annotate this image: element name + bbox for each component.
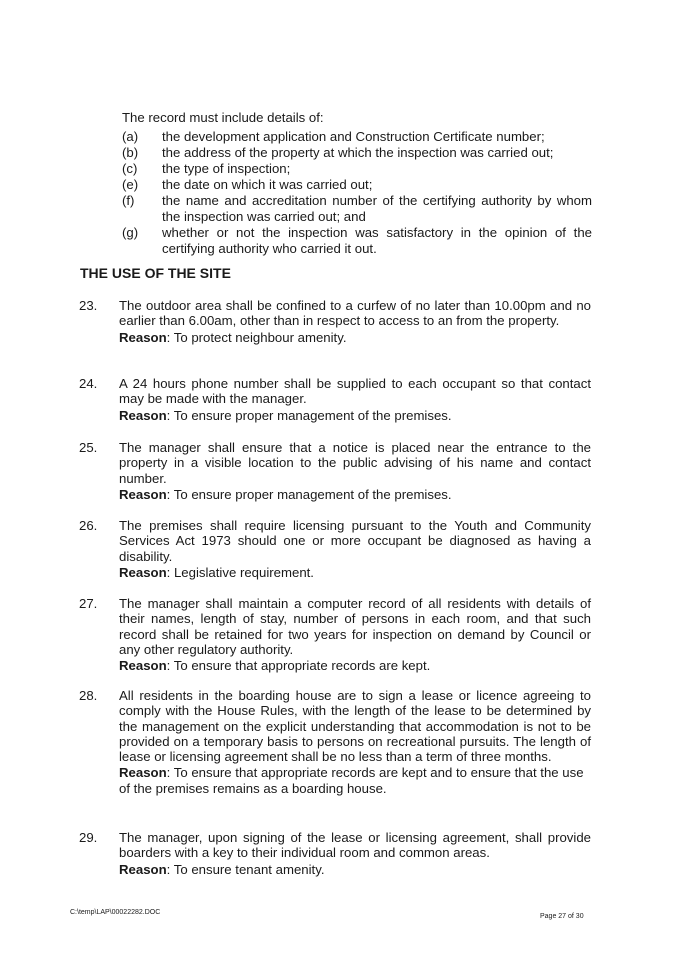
- condition-text: The outdoor area shall be confined to a curfew of no later than 10.00pm and no earlier than 6.00am, other than in respect to access to an from the property.: [119, 298, 591, 329]
- condition-26: [79, 518, 591, 580]
- list-item: [122, 145, 592, 161]
- list-item-text: the development application and Construction Certificate number;: [162, 129, 545, 144]
- condition-reason: [119, 408, 591, 423]
- condition-number: 25.: [79, 440, 98, 455]
- condition-text: All residents in the boarding house are to sign a lease or licence agreeing to comply with the House Rules, with the length of the lease to be determined by the management on the explicit understanding that accommodation is not to be provided on a temporary basis to persons on recreational pursuits. The length of lease or licensing agreement shall be no less than a term of three months.: [119, 688, 591, 765]
- condition-number: 29.: [79, 830, 98, 845]
- condition-reason: [119, 658, 591, 673]
- condition-24: [79, 376, 591, 423]
- reason-label: Reason: [119, 329, 167, 345]
- reason-label: Reason: [119, 407, 167, 423]
- list-item: [122, 129, 592, 145]
- list-item-label: (b): [122, 145, 139, 160]
- list-item: [122, 225, 592, 257]
- condition-23: [79, 298, 591, 345]
- condition-27: [79, 596, 591, 673]
- condition-number: 24.: [79, 376, 98, 391]
- reason-label: Reason: [119, 658, 167, 674]
- condition-number: 27.: [79, 596, 98, 611]
- reason-text: : To ensure that appropriate records are kept.: [166, 658, 431, 674]
- list-item-text: the date on which it was carried out;: [162, 177, 373, 192]
- condition-reason: [119, 330, 591, 345]
- reason-label: Reason: [119, 564, 167, 580]
- list-item: [122, 177, 592, 193]
- footer-page-number: Page 27 of 30: [540, 913, 584, 920]
- reason-text: : To ensure proper management of the premises.: [166, 486, 452, 502]
- condition-29: [79, 830, 591, 877]
- reason-text: : To ensure proper management of the premises.: [166, 407, 452, 423]
- reason-text: : To ensure tenant amenity.: [166, 861, 325, 877]
- section-heading: THE USE OF THE SITE: [80, 265, 231, 281]
- reason-text: : Legislative requirement.: [166, 564, 314, 580]
- condition-number: 23.: [79, 298, 98, 313]
- list-item-label: (g): [122, 225, 139, 240]
- reason-label: Reason: [119, 765, 167, 781]
- condition-text: The manager shall maintain a computer record of all residents with details of their names, length of stay, number of persons in each room, and that such record shall be retained for two years for inspection on demand by Council or any other regulatory authority.: [119, 596, 591, 657]
- intro-text: The record must include details of:: [122, 110, 324, 125]
- condition-28: [79, 688, 591, 796]
- list-item-label: (e): [122, 177, 139, 192]
- list-item-label: (c): [122, 161, 138, 176]
- condition-number: 26.: [79, 518, 98, 533]
- inspection-record-list: [122, 110, 592, 257]
- condition-text: The premises shall require licensing pursuant to the Youth and Community Services Act 1973 should one or more occupant be diagnosed as having a disability.: [119, 518, 591, 564]
- condition-text: A 24 hours phone number shall be supplied to each occupant so that contact may be made with the manager.: [119, 376, 591, 407]
- condition-number: 28.: [79, 688, 98, 703]
- condition-text: The manager, upon signing of the lease or licensing agreement, shall provide boarders with a key to their individual room and common areas.: [119, 830, 591, 861]
- reason-text: : To ensure that appropriate records are kept and to ensure that the use of the premises remains as a boarding house.: [119, 765, 584, 796]
- footer-file-path: C:\temp\LAP\00022282.DOC: [70, 909, 161, 916]
- reason-text: : To protect neighbour amenity.: [166, 329, 347, 345]
- list-item-text: the name and accreditation number of the certifying authority by whom the inspection was carried out; and: [162, 193, 592, 224]
- list-item-text: the type of inspection;: [162, 161, 291, 176]
- reason-label: Reason: [119, 861, 167, 877]
- condition-reason: [119, 765, 591, 796]
- condition-25: [79, 440, 591, 502]
- list-item: [122, 193, 592, 225]
- list-item-text: the address of the property at which the inspection was carried out;: [162, 145, 554, 160]
- list-item-text: whether or not the inspection was satisfactory in the opinion of the certifying authority who carried it out.: [162, 225, 592, 256]
- condition-reason: [119, 862, 591, 877]
- list-item-label: (f): [122, 193, 135, 208]
- condition-text: The manager shall ensure that a notice is placed near the entrance to the property in a visible location to the public advising of his name and contact number.: [119, 440, 591, 486]
- reason-label: Reason: [119, 486, 167, 502]
- list-item: [122, 161, 592, 177]
- list-item-label: (a): [122, 129, 139, 144]
- condition-reason: [119, 565, 591, 580]
- condition-reason: [119, 487, 591, 502]
